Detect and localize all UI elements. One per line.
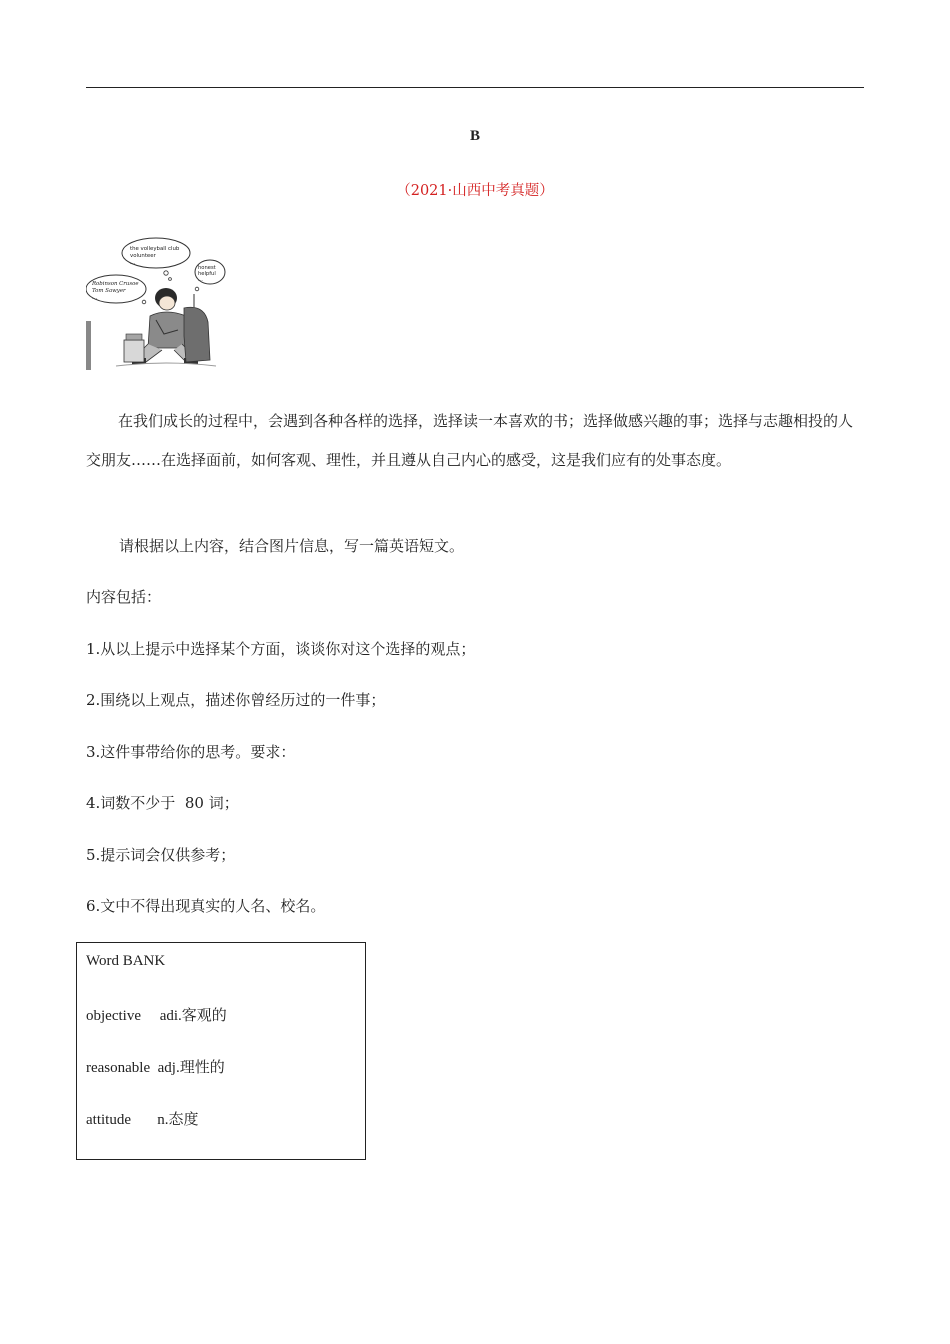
section-letter: B bbox=[469, 128, 480, 144]
bubble-top-line-3: ... bbox=[130, 260, 136, 266]
content-item-1: 1.从以上提示中选择某个方面，谈谈你对这个选择的观点； bbox=[86, 640, 476, 658]
bubble-top-line-1: the volleyball club bbox=[130, 246, 180, 252]
illustration bbox=[86, 236, 226, 370]
instruction-text: 请根据以上内容，结合图片信息，写一篇英语短文。 bbox=[119, 537, 465, 555]
word-bank-entry: reasonable adj.理性的 bbox=[86, 1060, 225, 1076]
bubble-dot bbox=[164, 271, 168, 275]
word-bank-title: Word BANK bbox=[86, 953, 166, 969]
header-rule bbox=[86, 87, 864, 88]
content-item-2: 2.围绕以上观点，描述你曾经历过的一件事； bbox=[86, 691, 386, 709]
requirement-item-4: 4.词数不少于 80 词； bbox=[86, 794, 239, 812]
content-label: 内容包括： bbox=[86, 588, 162, 606]
bubble-dot bbox=[195, 287, 199, 291]
intro-paragraph: 在我们成长的过程中，会遇到各种各样的选择，选择读一本喜欢的书；选择做感兴趣的事；选择与志趣相投的人交朋友……在选择面前，如何客观、理性，并且遵从自己内心的感受，这是我们应有的处事态度。 bbox=[86, 412, 854, 469]
bubble-dot bbox=[169, 278, 172, 281]
content-item-3: 3.这件事带给你的思考。要求： bbox=[86, 743, 296, 761]
bubble-dot bbox=[142, 300, 146, 304]
bubble-right-line-3: ... bbox=[198, 277, 203, 283]
wall-edge bbox=[86, 321, 91, 370]
word-bank-box bbox=[76, 942, 366, 1160]
bubble-right-line-2: helpful bbox=[198, 271, 216, 277]
bubble-right-line-1: honest bbox=[198, 265, 216, 271]
box-item bbox=[124, 340, 144, 362]
box-item bbox=[126, 334, 142, 340]
bubble-left-line-2: Tom Sawyer bbox=[92, 288, 126, 294]
requirement-item-6: 6.文中不得出现真实的人名、校名。 bbox=[86, 897, 326, 915]
floor bbox=[116, 363, 216, 366]
source-label: （2021·山西中考真题） bbox=[396, 183, 554, 199]
word-bank-entry: attitude n.态度 bbox=[86, 1112, 199, 1128]
armchair bbox=[184, 307, 210, 362]
word-bank-entry: objective adi.客观的 bbox=[86, 1008, 227, 1024]
bubble-top-line-2: volunteer bbox=[130, 253, 156, 259]
requirement-item-5: 5.提示词会仅供参考； bbox=[86, 846, 236, 864]
bubble-left-line-3: ... bbox=[92, 295, 98, 301]
bubble-left-line-1: Robinson Crusoe bbox=[92, 281, 139, 287]
